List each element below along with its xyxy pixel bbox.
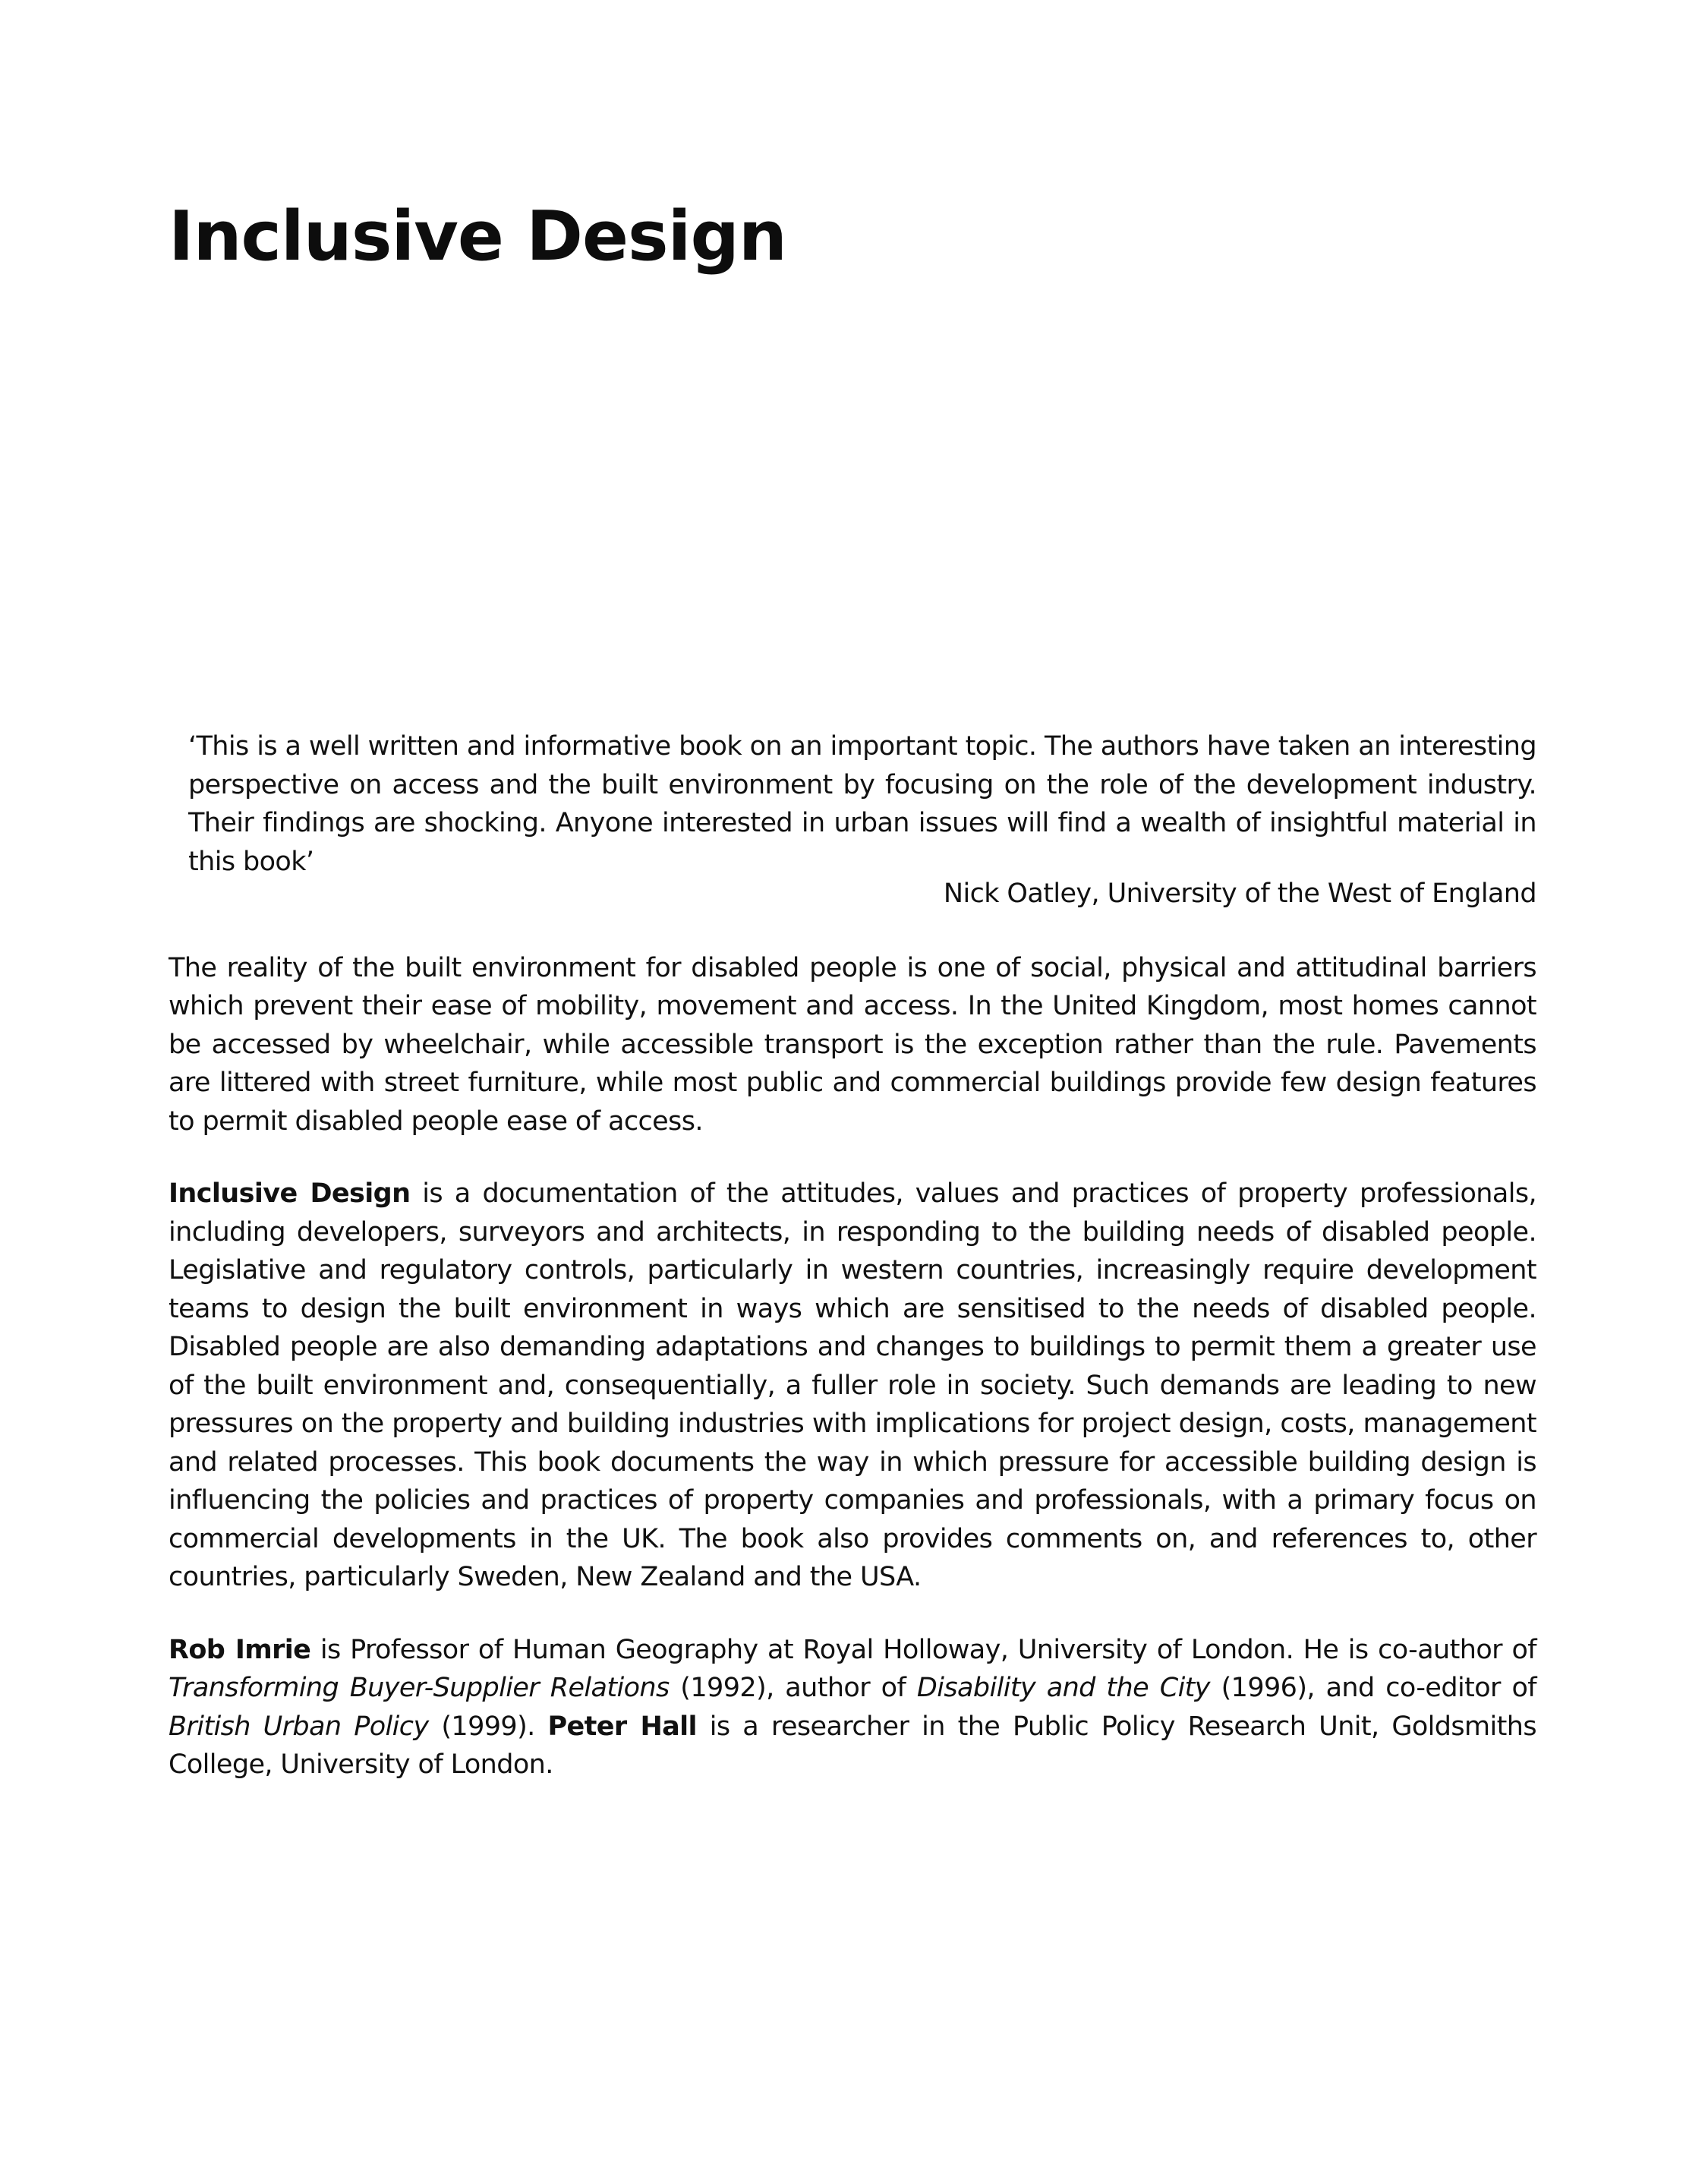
author2-bio: is a researcher in the Public Policy Research Unit, Goldsmiths College, University of London. [169, 1711, 1537, 1780]
book3-title: British Urban Policy [169, 1711, 429, 1742]
description-text: is a documentation of the attitudes, values and practices of property professionals, including developers, surveyors and architects, in responding to the building needs of disabled people. Legislative and regulatory controls, particularly in western countries, increasingly require development teams to design the built environment in ways which are sensitised to the needs of disabled people. Disabled people are also demanding adaptations and changes to buildings to permit them a greater use of the built environment and, consequentially, a fuller role in society. Such demands are leading to new pressures on the property and building industries with implications for project design, costs, management and related processes. This book documents the way in which pressure for accessible building design is influencing the policies and practices of property companies and professionals, with a primary focus on commercial developments in the UK. The book also provides comments on, and references to, other countries, particularly Sweden, New Zealand and the USA. [169, 1178, 1536, 1592]
book2-year: (1996), and co-editor of [1209, 1673, 1537, 1703]
endorsement-quote: ‘This is a well written and informative book on an important topic. The authors have taken an interesting perspective on access and the built environment by focusing on the role of the development industry. Their findings are shocking. Anyone interested in urban issues will find a wealth of insightful material in this book’ [188, 731, 1536, 877]
endorsement-attribution: Nick Oatley, University of the West of England [943, 879, 1536, 909]
page-title: Inclusive Design [169, 197, 786, 276]
book1-title: Transforming Buyer-Supplier Relations [169, 1673, 670, 1703]
description-paragraph [169, 1175, 1536, 1597]
blurb-text [169, 727, 1536, 1784]
intro-paragraph: The reality of the built environment for disabled people is one of social, physical and attitudinal barriers which prevent their ease of mobility, movement and access. In the United Kingdom, most homes cannot be accessed by wheelchair, while accessible transport is the exception rather than the rule. Pavements are littered with street furniture, while most public and commercial buildings provide few design features to permit disabled people ease of access. [169, 952, 1536, 1137]
author2-name: Peter Hall [547, 1711, 697, 1742]
book1-year: (1992), author of [669, 1673, 917, 1703]
authors-paragraph [169, 1631, 1536, 1784]
author1-name: Rob Imrie [169, 1634, 311, 1665]
book-name-bold: Inclusive Design [169, 1178, 411, 1209]
book2-title: Disability and the City [916, 1673, 1210, 1703]
book3-year: (1999). [428, 1711, 548, 1742]
author1-bio: is Professor of Human Geography at Royal Holloway, University of London. He is co-author of [310, 1634, 1536, 1665]
